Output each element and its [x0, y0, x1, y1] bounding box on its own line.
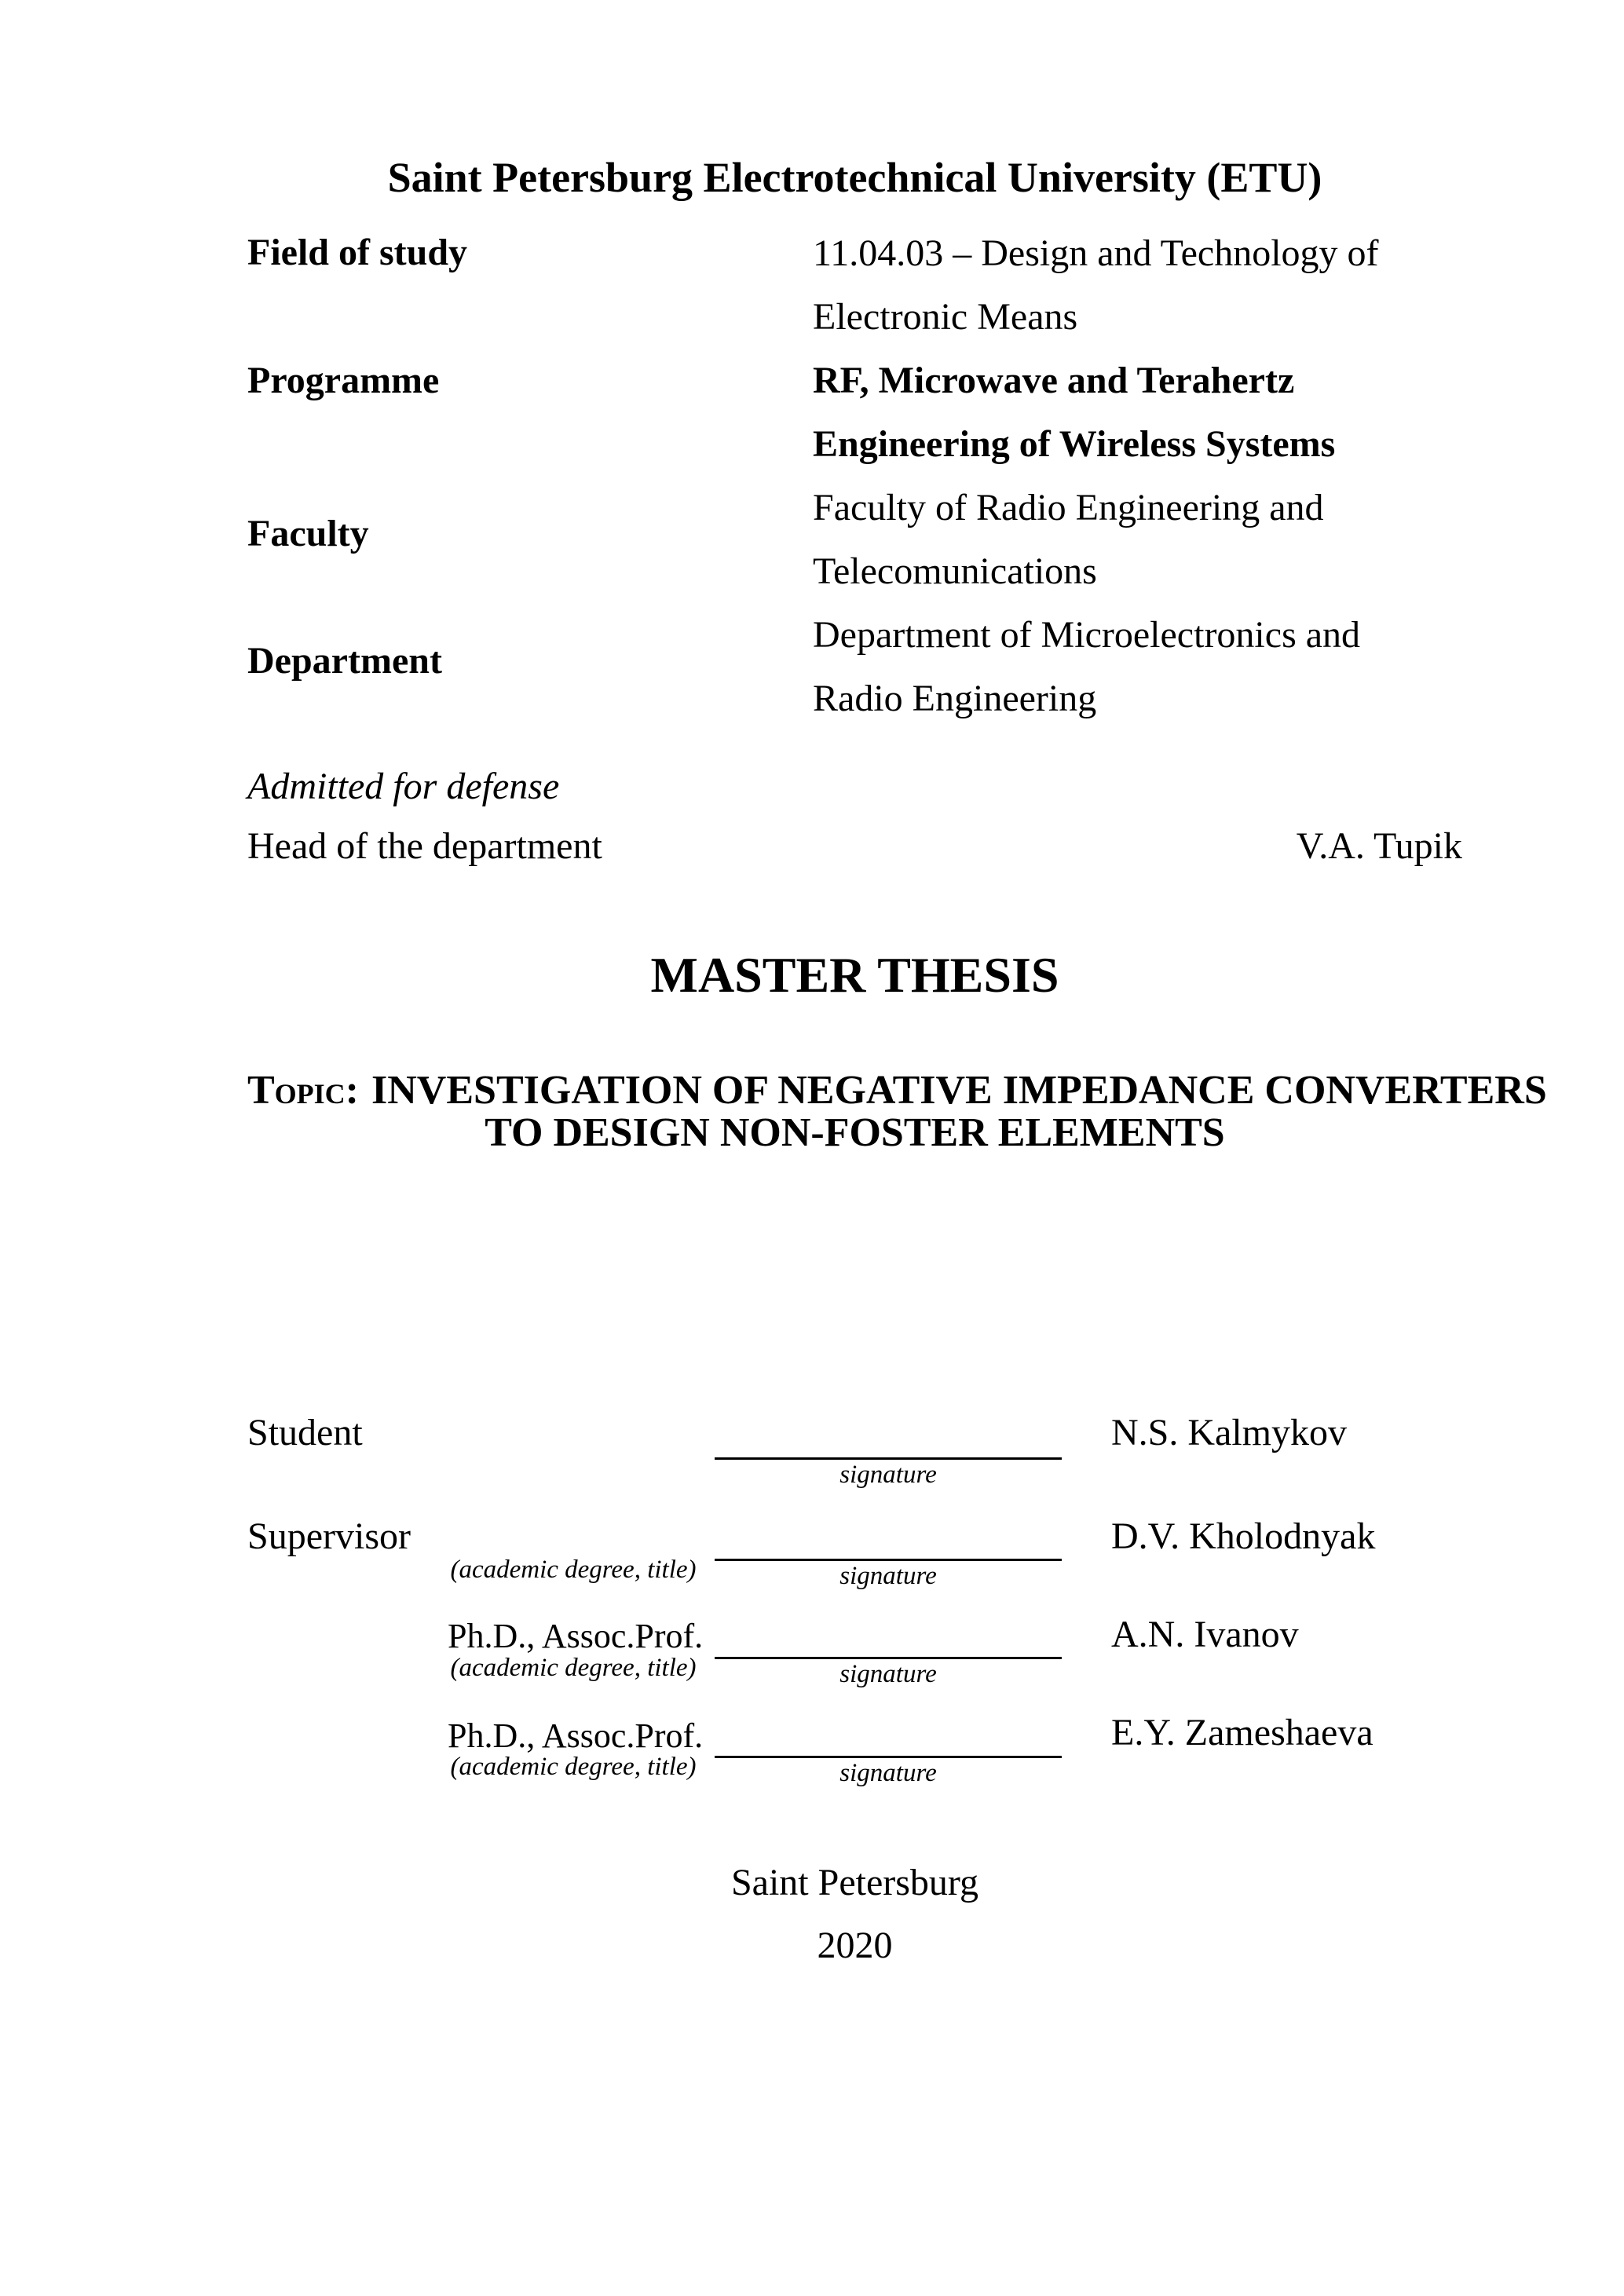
zameshaeva-signature-line [715, 1756, 1062, 1758]
department-value-line2: Radio Engineering [813, 678, 1097, 719]
student-name: N.S. Kalmykov [1111, 1412, 1347, 1453]
department-value-line1: Department of Microelectronics and [813, 614, 1361, 656]
topic-label: Topic: [247, 1068, 359, 1113]
ivanov-signature-caption: signature [839, 1660, 937, 1688]
master-thesis-heading: MASTER THESIS [650, 947, 1059, 1003]
footer-city: Saint Petersburg [730, 1862, 979, 1903]
ivanov-degree-caption: (academic degree, title) [450, 1654, 697, 1682]
university-title: Saint Petersburg Electrotechnical University (ETU) [387, 154, 1322, 201]
topic-line2: TO DESIGN NON-FOSTER ELEMENTS [485, 1110, 1225, 1155]
department-label: Department [247, 640, 442, 682]
supervisor-signature-caption: signature [839, 1562, 937, 1590]
admitted-for-defense: Admitted for defense [247, 766, 560, 807]
supervisor-signature-line [715, 1559, 1062, 1561]
programme-label: Programme [247, 360, 440, 401]
field-of-study-value-line2: Electronic Means [813, 296, 1078, 338]
programme-value-line2: Engineering of Wireless Systems [813, 423, 1336, 465]
student-signature-caption: signature [839, 1461, 937, 1489]
supervisor-role-label: Supervisor [247, 1515, 411, 1557]
programme-value-line1: RF, Microwave and Terahertz [813, 360, 1295, 401]
student-role-label: Student [247, 1412, 363, 1453]
head-of-department-name: V.A. Tupik [1296, 825, 1462, 867]
faculty-value-line1: Faculty of Radio Engineering and [813, 487, 1324, 528]
student-signature-line [715, 1457, 1062, 1460]
faculty-label: Faculty [247, 513, 369, 554]
ivanov-degree: Ph.D., Assoc.Prof. [448, 1617, 704, 1655]
head-of-department-label: Head of the department [247, 825, 602, 867]
field-of-study-value-line1: 11.04.03 – Design and Technology of [813, 232, 1379, 274]
field-of-study-label: Field of study [247, 232, 468, 273]
zameshaeva-degree-caption: (academic degree, title) [450, 1753, 697, 1781]
ivanov-name: A.N. Ivanov [1111, 1614, 1299, 1655]
ivanov-signature-line [715, 1657, 1062, 1659]
topic-text: INVESTIGATION OF NEGATIVE IMPEDANCE CONVERTERS [371, 1068, 1547, 1113]
zameshaeva-name: E.Y. Zameshaeva [1111, 1712, 1373, 1753]
faculty-value-line2: Telecomunications [813, 550, 1097, 592]
footer-year: 2020 [817, 1925, 893, 1966]
supervisor-degree-caption: (academic degree, title) [450, 1556, 697, 1584]
zameshaeva-signature-caption: signature [839, 1759, 937, 1787]
supervisor-name: D.V. Kholodnyak [1111, 1515, 1376, 1557]
zameshaeva-degree: Ph.D., Assoc.Prof. [448, 1717, 704, 1755]
topic-line1 [247, 1068, 1547, 1113]
